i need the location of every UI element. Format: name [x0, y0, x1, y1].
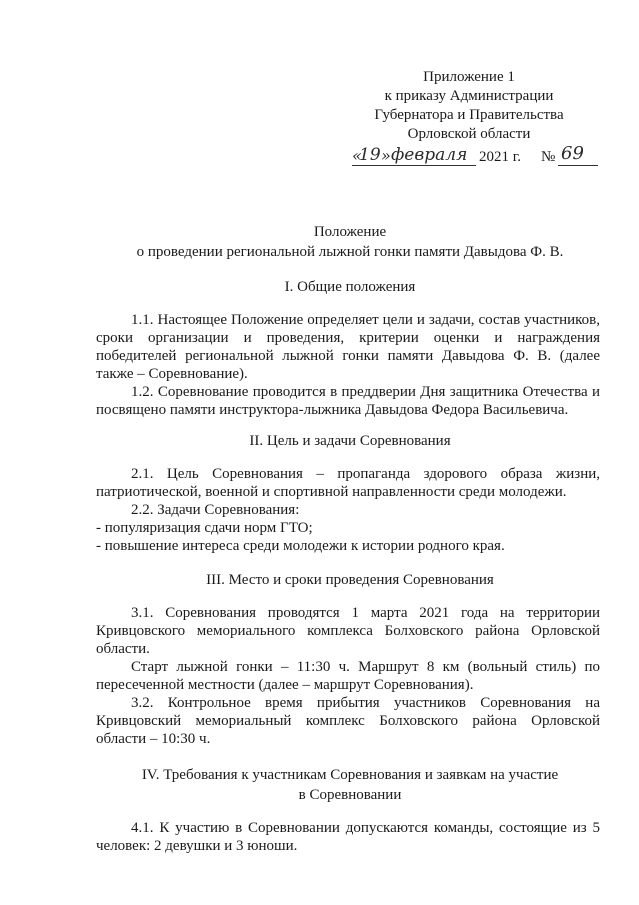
title-line-1: Положение: [313, 224, 387, 240]
paragraph-3-2: 3.2. Контрольное время прибытия участников Соревнования на Кривцовский мемориальный комплекс Болховского района Орловской области – 10:30 ч.: [96, 695, 600, 747]
task-item-2: - повышение интереса среди молодежи к истории родного края.: [96, 538, 505, 554]
section-heading-4-line-2: в Соревновании: [298, 787, 402, 803]
appendix-line-4: Орловской области: [407, 126, 531, 142]
section-heading-1: I. Общие положения: [284, 279, 416, 295]
title-line-2: о проведении региональной лыжной гонки памяти Давыдова Ф. В.: [136, 244, 564, 260]
section-heading-3: III. Место и сроки проведения Соревнования: [206, 572, 494, 588]
appendix-line-2: к приказу Администрации: [384, 88, 554, 104]
paragraph-4-1: 4.1. К участию в Соревновании допускаются команды, состоящие из 5 человек: 2 девушки и 3 юноши.: [96, 820, 600, 854]
number-underline: [558, 165, 598, 166]
paragraph-2-2: 2.2. Задачи Соревнования:: [131, 502, 300, 518]
paragraph-1-2: 1.2. Соревнование проводится в преддверии Дня защитника Отечества и посвящено памяти инструктора-лыжника Давыдова Федора Васильевича.: [96, 384, 600, 418]
appendix-block: [340, 68, 598, 168]
date-open-quote: «: [352, 146, 362, 165]
task-item-1: - популяризация сдачи норм ГТО;: [96, 520, 313, 536]
appendix-line-1: Приложение 1: [423, 69, 515, 85]
document-title: [100, 222, 600, 262]
section-heading-4: [100, 765, 600, 805]
order-year: 2021 г.: [479, 149, 521, 165]
order-month-handwritten: февраля: [391, 145, 468, 165]
order-number-label: №: [541, 149, 556, 165]
paragraph-1-1: 1.1. Настоящее Положение определяет цели и задачи, состав участников, сроки организации и проведения, критерии оценки и награждения победителей региональной лыжной гонки памяти Давыдова Ф. В. (далее также – Соревнование).: [96, 312, 600, 382]
order-date-line: [340, 144, 598, 168]
section-heading-4-line-1: IV. Требования к участникам Соревнования и заявкам на участие: [141, 767, 559, 783]
paragraph-3-1: 3.1. Соревнования проводятся 1 марта 2021 года на территории Кривцовского мемориального комплекса Болховского района Орловской области.: [96, 605, 600, 657]
order-day-handwritten: 19: [359, 145, 381, 165]
appendix-line-3: Губернатора и Правительства: [374, 107, 564, 123]
paragraph-2-1: 2.1. Цель Соревнования – пропаганда здорового образа жизни, патриотической, военной и спортивной направленности среди молодежи.: [96, 466, 600, 500]
paragraph-3-1-start: Старт лыжной гонки – 11:30 ч. Маршрут 8 км (вольный стиль) по пересеченной местности (далее – маршрут Соревнования).: [96, 659, 600, 693]
order-number-handwritten: 69: [561, 143, 584, 164]
date-close-quote: »: [381, 146, 391, 165]
section-heading-2: II. Цель и задачи Соревнования: [249, 433, 451, 449]
date-underline: [352, 165, 476, 166]
